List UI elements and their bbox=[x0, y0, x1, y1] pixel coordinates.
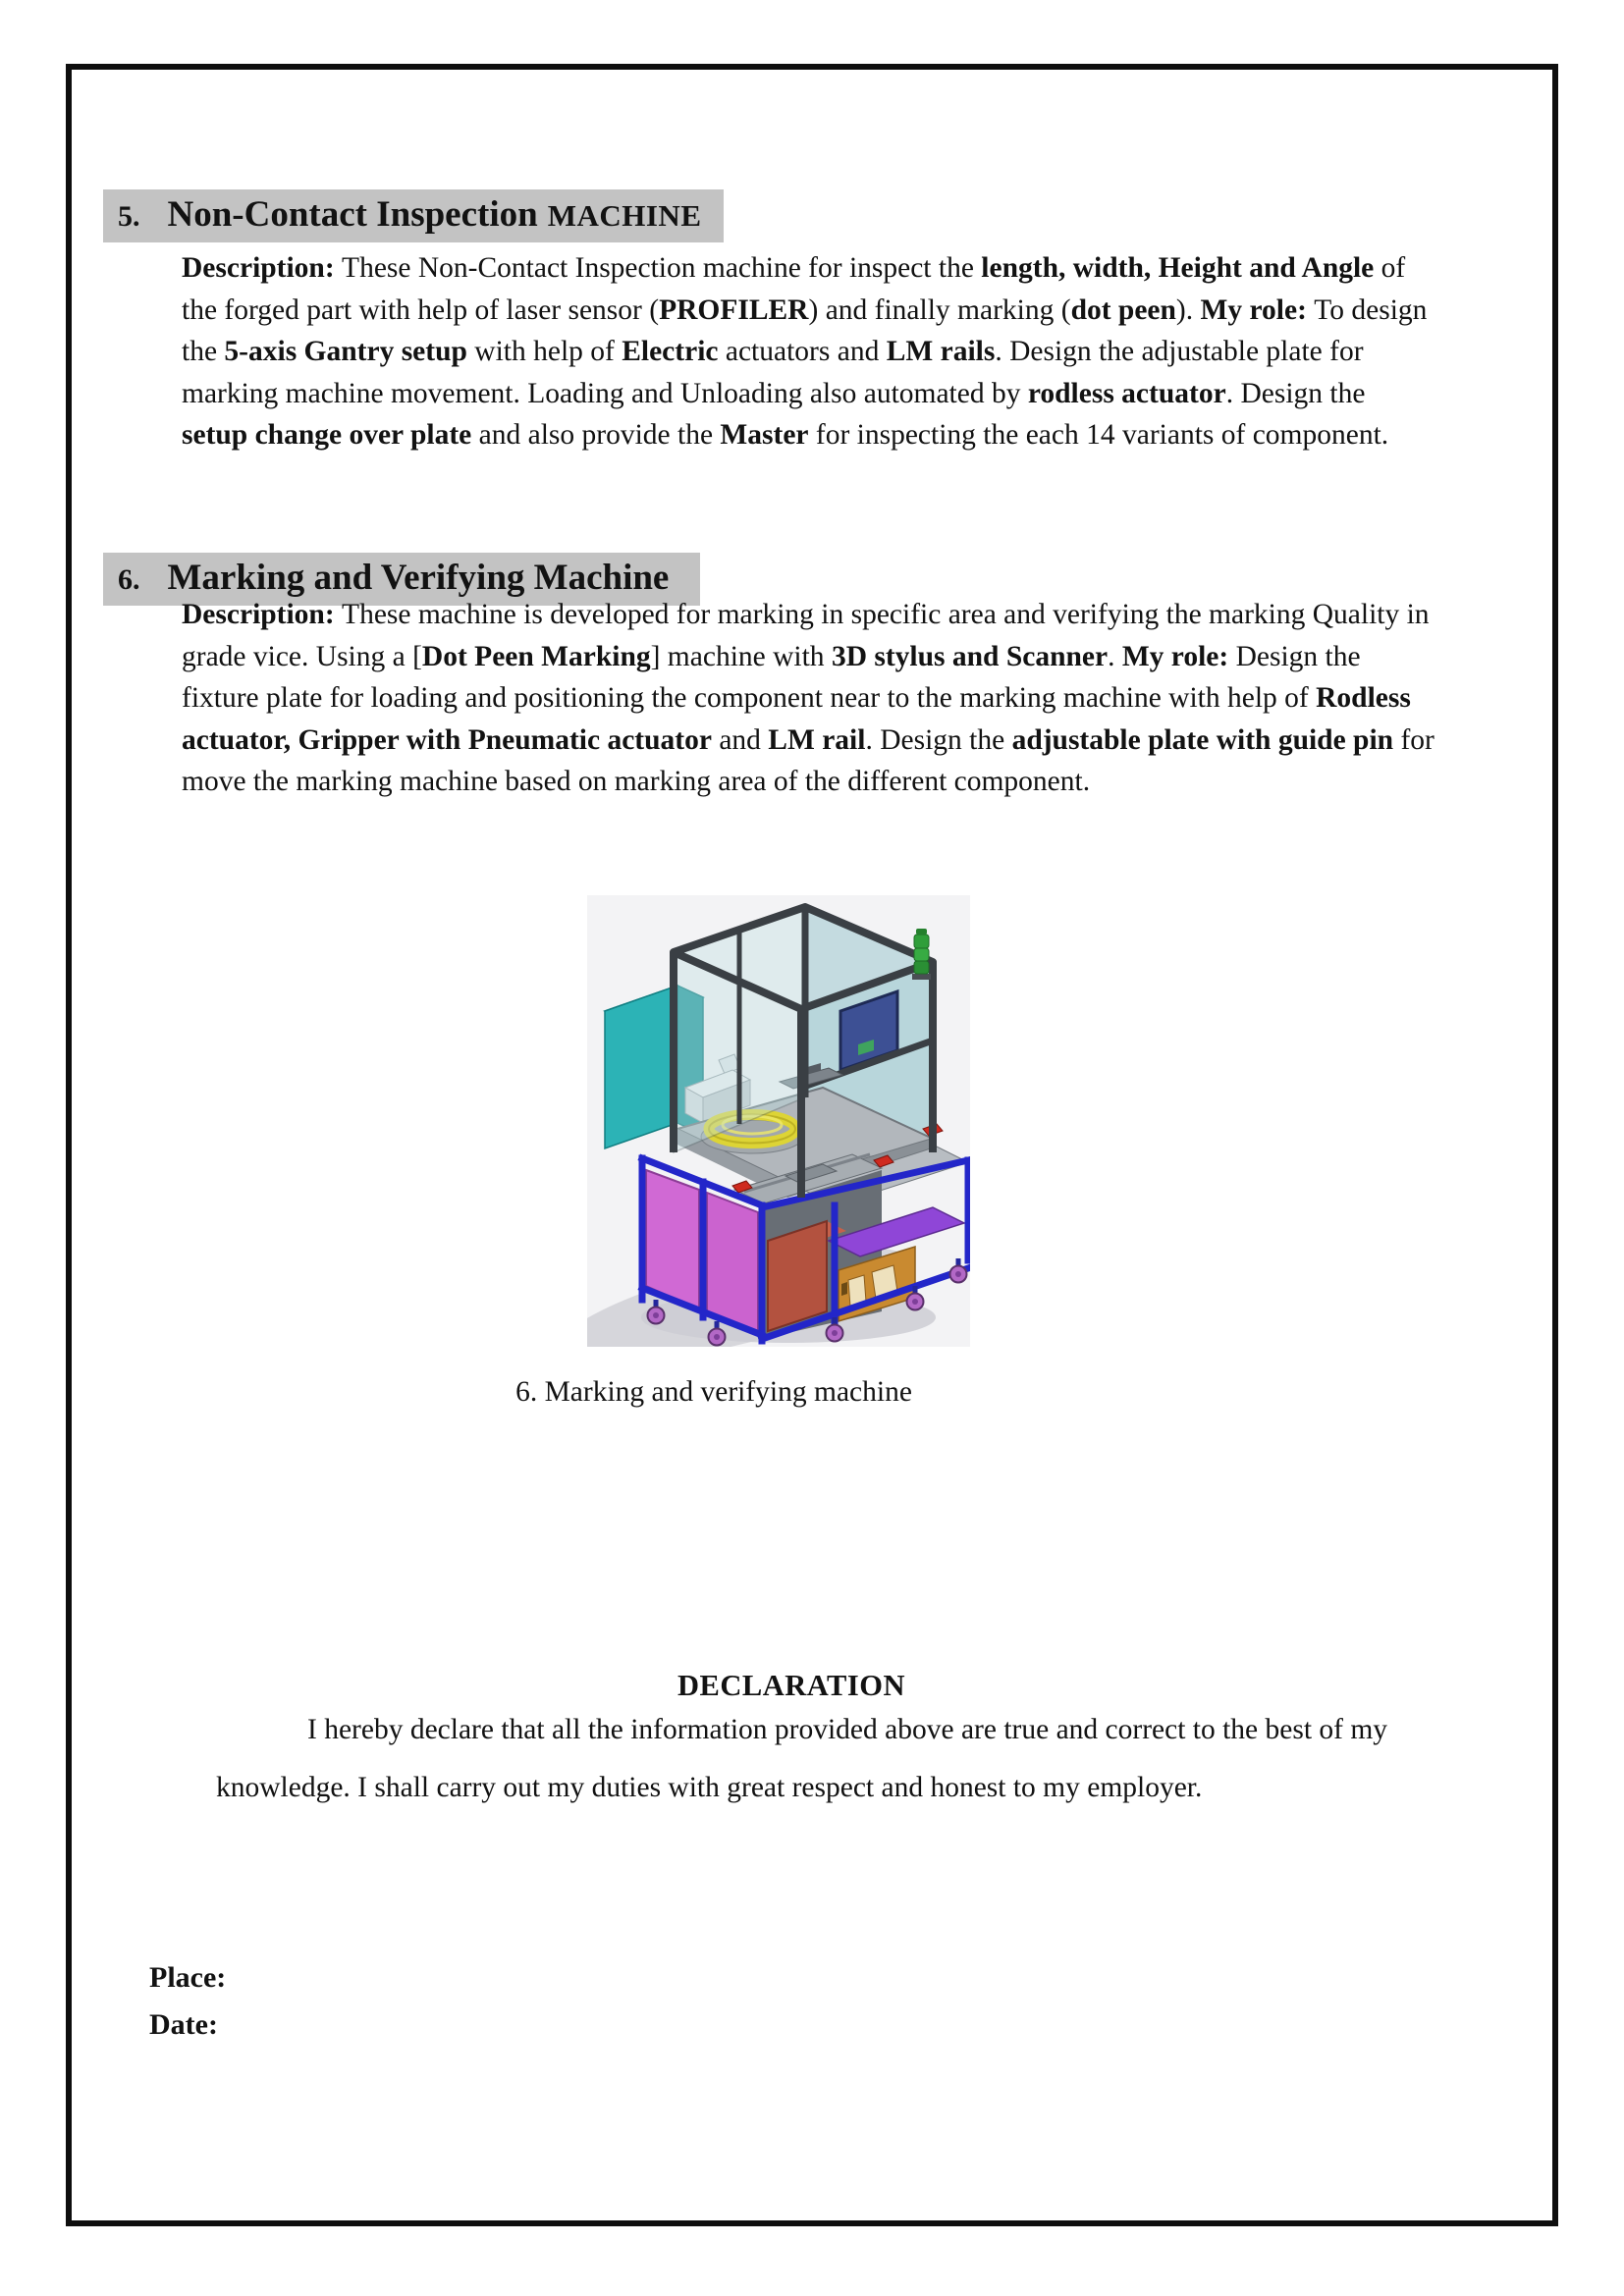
footer-fields bbox=[149, 1954, 226, 2049]
declaration-heading: DECLARATION bbox=[677, 1669, 906, 1702]
date-label: Date: bbox=[149, 2008, 218, 2041]
figure-caption: 6. Marking and verifying machine bbox=[515, 1376, 912, 1408]
section-6-description: Description: These machine is developed for marking in specific area and verifying the marking Quality in grade vice. Using a [Dot Peen Marking] machine with 3D stylus and Scanner. My role: Design the fixture plate for loading and positioning the component near to the marking machine with help of Rodless actuator, Gripper with Pneumatic actuator and LM rail. Design the adjustable plate with guide pin for move the marking machine based on marking area of the different component. bbox=[182, 599, 1435, 797]
section-5-title-suffix: MACHINE bbox=[547, 198, 702, 233]
declaration-body: I hereby declare that all the information provided above are true and correct to the best of my knowledge. I shall carry out my duties with great respect and honest to my employer. bbox=[216, 1714, 1388, 1803]
section-5-title: Non-Contact Inspection bbox=[167, 194, 538, 235]
machine-figure bbox=[587, 895, 970, 1347]
section-5-description: Description: These Non-Contact Inspection machine for inspect the length, width, Height and Angle of the forged part with help of laser sensor (PROFILER) and finally marking (dot peen). My role: To design the 5-axis Gantry setup with help of Electric actuators and LM rails. Design the adjustable plate for marking machine movement. Loading and Unloading also automated by rodless actuator. Design the setup change over plate and also provide the Master for inspecting the each 14 variants of component. bbox=[182, 252, 1428, 451]
page-border-frame bbox=[66, 64, 1558, 2226]
section-5-heading bbox=[103, 189, 724, 242]
stack-light bbox=[912, 929, 931, 980]
section-6-number: 6. bbox=[118, 563, 140, 596]
place-label: Place: bbox=[149, 1961, 227, 1994]
section-5-number: 5. bbox=[118, 200, 140, 233]
section-6-title: Marking and Verifying Machine bbox=[167, 558, 670, 598]
marking-machine-3d-render bbox=[587, 895, 970, 1347]
